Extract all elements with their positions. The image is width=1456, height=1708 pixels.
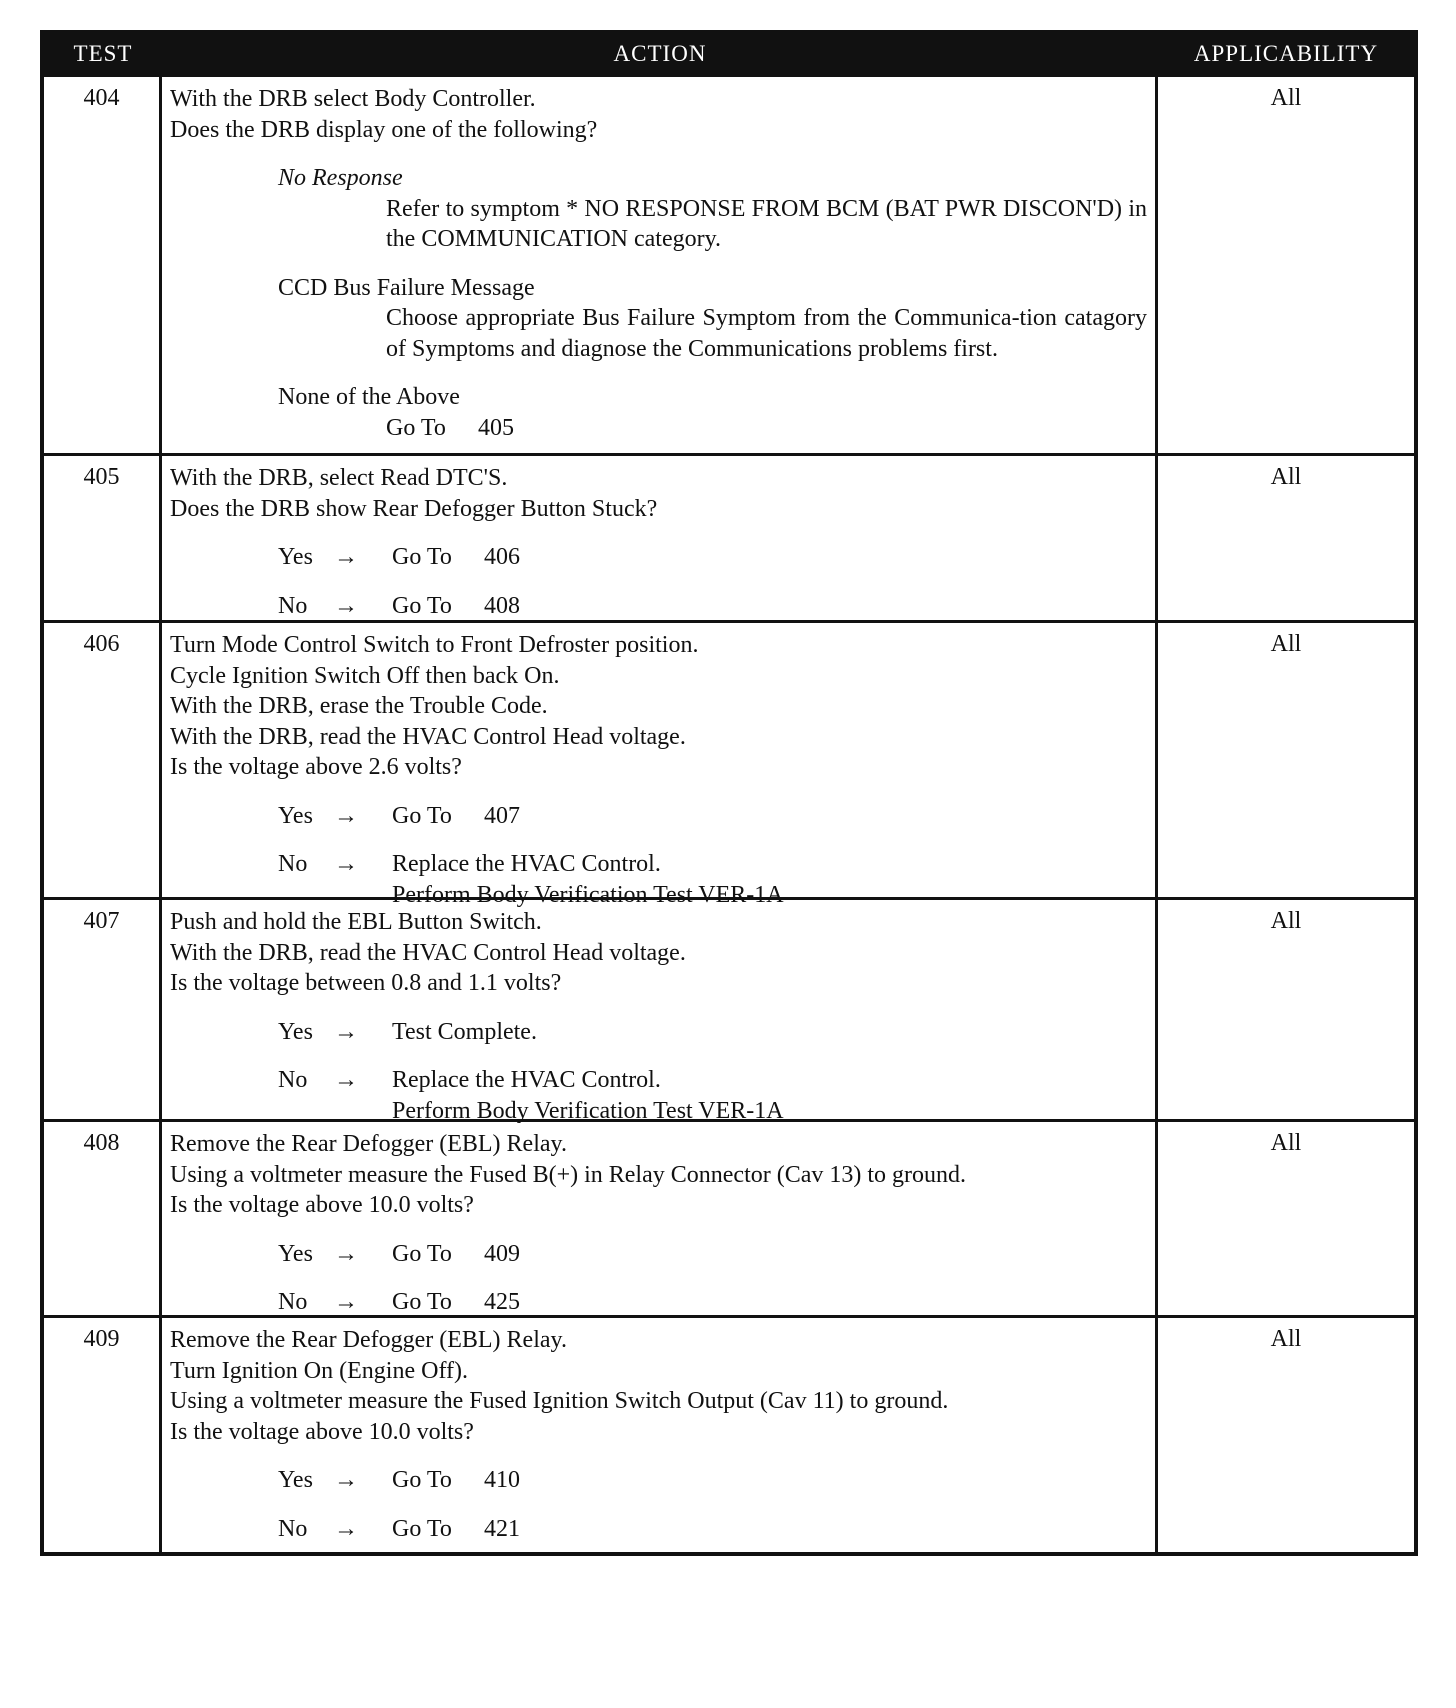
header-action: ACTION bbox=[613, 41, 707, 66]
goto-word: Go To bbox=[392, 592, 452, 619]
arrow-icon: → bbox=[334, 1515, 358, 1542]
test-number: 404 bbox=[44, 77, 162, 453]
option-body: Choose appropriate Bus Failure Symptom from the Communica-tion catagory of Symptoms and diagnose the Communications problems first. bbox=[386, 305, 1147, 362]
action-line: Does the DRB show Rear Defogger Button Stuck? bbox=[170, 495, 658, 522]
table-header bbox=[44, 34, 1414, 74]
answer-label: No bbox=[278, 1289, 308, 1315]
table-row bbox=[44, 74, 1414, 453]
action-line: Is the voltage above 10.0 volts? bbox=[170, 1418, 474, 1445]
applicability-value: All bbox=[1270, 908, 1302, 934]
action-line: With the DRB, select Read DTC'S. bbox=[170, 465, 508, 491]
test-number: 405 bbox=[44, 456, 162, 620]
action-line: Using a voltmeter measure the Fused Ignition Switch Output (Cav 11) to ground. bbox=[170, 1388, 949, 1414]
result-line: Replace the HVAC Control. bbox=[392, 851, 661, 877]
action-line: With the DRB, read the HVAC Control Head voltage. bbox=[170, 939, 686, 966]
goto-word: Go To bbox=[392, 544, 452, 570]
result-line: Perform Body Verification Test VER-1A bbox=[392, 881, 784, 908]
choice-yes bbox=[170, 1239, 1147, 1270]
action-line: Using a voltmeter measure the Fused B(+) in Relay Connector (Cav 13) to ground. bbox=[170, 1161, 967, 1188]
answer-label: Yes bbox=[278, 1467, 313, 1493]
action-line: Does the DRB display one of the following? bbox=[170, 116, 598, 143]
action-line: Cycle Ignition Switch Off then back On. bbox=[170, 662, 560, 689]
choice-no bbox=[170, 1287, 1147, 1318]
choice-yes bbox=[170, 801, 1147, 832]
answer-label: No bbox=[278, 592, 308, 619]
goto-number: 405 bbox=[478, 414, 514, 441]
goto-number: 406 bbox=[484, 544, 520, 570]
action-line: With the DRB, erase the Trouble Code. bbox=[170, 693, 548, 719]
test-number: 406 bbox=[44, 623, 162, 897]
option-label: CCD Bus Failure Message bbox=[278, 274, 535, 301]
table-row bbox=[44, 453, 1414, 620]
goto-word: Go To bbox=[386, 414, 446, 441]
answer-label: Yes bbox=[278, 1240, 313, 1267]
action-line: With the DRB select Body Controller. bbox=[170, 86, 536, 112]
answer-label: No bbox=[278, 1515, 308, 1542]
arrow-icon: → bbox=[334, 1289, 358, 1315]
option-label: None of the Above bbox=[278, 384, 460, 410]
option-body: Refer to symptom * NO RESPONSE FROM BCM (BAT PWR DISCON'D) in the COMMUNICATION category. bbox=[386, 195, 1147, 252]
choice-yes bbox=[170, 1465, 1147, 1496]
action-line: Is the voltage above 2.6 volts? bbox=[170, 754, 462, 780]
goto-number: 409 bbox=[484, 1240, 520, 1267]
goto-number: 410 bbox=[484, 1467, 520, 1493]
action-cell bbox=[162, 1122, 1158, 1315]
answer-label: Yes bbox=[278, 802, 313, 829]
action-line: Remove the Rear Defogger (EBL) Relay. bbox=[170, 1327, 567, 1353]
action-cell bbox=[162, 456, 1158, 620]
diagnostic-test-table bbox=[40, 30, 1418, 1556]
result-line: Perform Body Verification Test VER-1A bbox=[392, 1097, 784, 1124]
goto-number: 407 bbox=[484, 802, 520, 829]
action-cell bbox=[162, 1318, 1158, 1552]
action-line: With the DRB, read the HVAC Control Head voltage. bbox=[170, 723, 686, 750]
arrow-icon: → bbox=[334, 592, 358, 619]
applicability-value: All bbox=[1270, 631, 1302, 657]
test-number: 408 bbox=[44, 1122, 162, 1315]
arrow-icon: → bbox=[334, 544, 358, 570]
action-cell bbox=[162, 623, 1158, 908]
goto-number: 421 bbox=[484, 1515, 520, 1542]
action-line: Is the voltage above 10.0 volts? bbox=[170, 1192, 474, 1218]
answer-label: No bbox=[278, 851, 308, 877]
action-line: Turn Mode Control Switch to Front Defroster position. bbox=[170, 632, 699, 658]
answer-label: Yes bbox=[278, 1018, 313, 1045]
arrow-icon: → bbox=[334, 851, 358, 877]
table-row bbox=[44, 1119, 1414, 1315]
applicability-value: All bbox=[1270, 1130, 1302, 1156]
action-line: Is the voltage between 0.8 and 1.1 volts? bbox=[170, 970, 562, 996]
choice-yes bbox=[170, 542, 1147, 573]
choice-no bbox=[170, 1514, 1147, 1545]
option-goto bbox=[170, 413, 1147, 444]
arrow-icon: → bbox=[334, 1467, 358, 1493]
choice-no bbox=[170, 1065, 1147, 1126]
goto-word: Go To bbox=[392, 802, 452, 829]
arrow-icon: → bbox=[334, 802, 358, 829]
applicability-value: All bbox=[1270, 85, 1302, 111]
goto-word: Go To bbox=[392, 1515, 452, 1542]
action-cell bbox=[162, 77, 1158, 453]
action-line: Turn Ignition On (Engine Off). bbox=[170, 1357, 468, 1384]
action-cell bbox=[162, 900, 1158, 1124]
applicability-value: All bbox=[1270, 464, 1302, 490]
table-row bbox=[44, 897, 1414, 1124]
table-row bbox=[44, 620, 1414, 908]
result-line: Test Complete. bbox=[392, 1018, 537, 1045]
answer-label: No bbox=[278, 1067, 308, 1093]
test-number: 407 bbox=[44, 900, 162, 1119]
goto-number: 408 bbox=[484, 592, 520, 619]
arrow-icon: → bbox=[334, 1067, 358, 1093]
goto-word: Go To bbox=[392, 1467, 452, 1493]
option-label: No Response bbox=[278, 165, 403, 191]
header-applicability: APPLICABILITY bbox=[1193, 41, 1379, 66]
result-line: Replace the HVAC Control. bbox=[392, 1067, 661, 1093]
header-test: TEST bbox=[73, 41, 133, 66]
goto-word: Go To bbox=[392, 1289, 452, 1315]
goto-number: 425 bbox=[484, 1289, 520, 1315]
table-row bbox=[44, 1315, 1414, 1552]
action-line: Remove the Rear Defogger (EBL) Relay. bbox=[170, 1131, 567, 1157]
answer-label: Yes bbox=[278, 544, 313, 570]
action-line: Push and hold the EBL Button Switch. bbox=[170, 909, 542, 935]
arrow-icon: → bbox=[334, 1240, 358, 1267]
goto-word: Go To bbox=[392, 1240, 452, 1267]
test-number: 409 bbox=[44, 1318, 162, 1552]
choice-no bbox=[170, 591, 1147, 622]
choice-yes bbox=[170, 1017, 1147, 1048]
arrow-icon: → bbox=[334, 1018, 358, 1045]
applicability-value: All bbox=[1270, 1326, 1302, 1352]
